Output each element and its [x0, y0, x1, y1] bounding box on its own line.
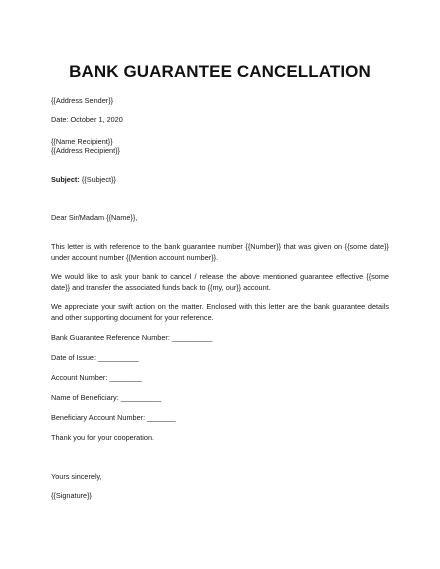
body-paragraph-1: This letter is with reference to the bank guarantee number {{Number}} that was given on {{some date}} under account number {{Mention account number}}. [51, 242, 389, 262]
name-recipient: {{Name Recipient}} [51, 137, 113, 146]
subject-value: {{Subject}} [79, 175, 116, 184]
signature-placeholder: {{Signature}} [51, 491, 92, 500]
field-account-number: Account Number: ________ [51, 373, 142, 382]
field-beneficiary-account: Beneficiary Account Number: _______ [51, 413, 176, 422]
closing-line: Yours sincerely, [51, 472, 102, 481]
address-sender: {{Address Sender}} [51, 96, 114, 105]
salutation: Dear Sir/Madam {{Name}}, [51, 213, 138, 222]
thanks-line: Thank you for your cooperation. [51, 433, 155, 442]
address-recipient: {{Address Recipient}} [51, 146, 120, 155]
letter-date: Date: October 1, 2020 [51, 115, 123, 124]
document-title: BANK GUARANTEE CANCELLATION [69, 62, 371, 81]
body-paragraph-2: We would like to ask your bank to cancel / release the above mentioned guarantee effective {{some date}} and transfer the associated funds back to {{my, our}} account. [51, 272, 389, 292]
subject-line [51, 175, 116, 185]
field-date-of-issue: Date of Issue: __________ [51, 353, 139, 362]
subject-label: Subject: [51, 175, 80, 184]
field-beneficiary-name: Name of Beneficiary: __________ [51, 393, 162, 402]
body-paragraph-3: We appreciate your swift action on the matter. Enclosed with this letter are the bank guarantee details and other supporting document for your reference. [51, 302, 389, 322]
field-reference-number: Bank Guarantee Reference Number: __________ [51, 333, 213, 342]
